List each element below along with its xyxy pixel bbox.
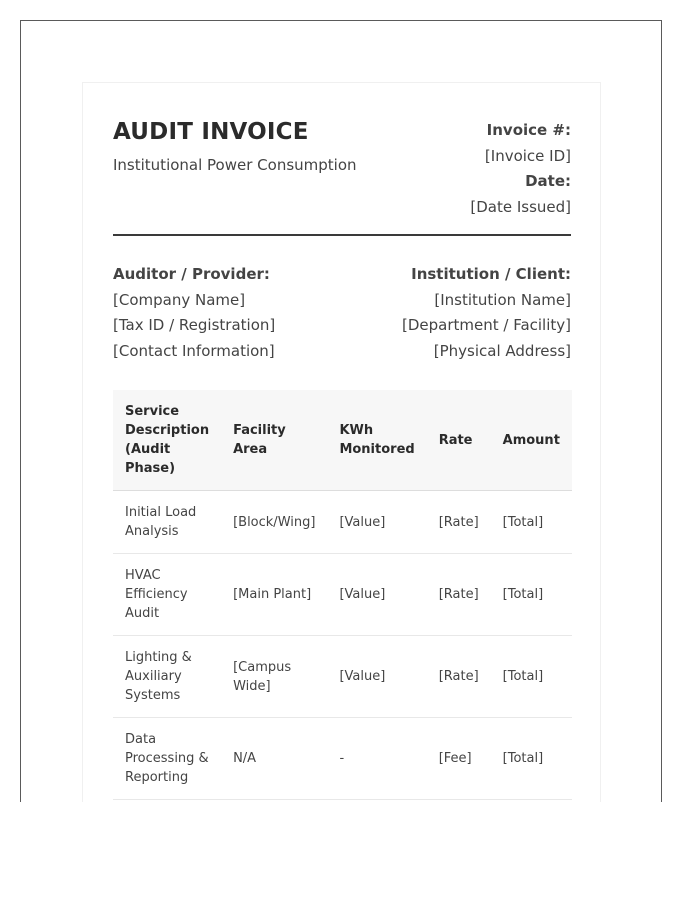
invoice-subtitle: Institutional Power Consumption <box>113 156 357 174</box>
client-department: [Department / Facility] <box>401 316 571 334</box>
cell-amount: [Total] <box>491 718 572 800</box>
client-address: [Physical Address] <box>433 341 571 360</box>
header-service-description: Service Description (Audit Phase) <box>113 390 221 491</box>
cell-service: Data Processing & Reporting <box>113 718 221 800</box>
table-header-row <box>113 390 572 491</box>
cell-amount: [Total] <box>491 554 572 636</box>
auditor-company: [Company Name] <box>113 290 246 309</box>
invoice-date-value: [Date Issued] <box>470 197 571 216</box>
invoice-number-label: Invoice #: <box>486 121 571 139</box>
header-facility-area: Facility Area <box>221 390 327 491</box>
auditor-block <box>113 262 275 364</box>
invoice-meta <box>470 118 571 220</box>
client-institution: [Institution Name] <box>434 290 571 309</box>
invoice-header <box>113 83 571 236</box>
auditor-label: Auditor / Provider: <box>113 265 270 283</box>
client-label: Institution / Client: <box>411 265 571 283</box>
invoice-card <box>82 82 601 802</box>
header-kwh-monitored: KWh Monitored <box>327 390 426 491</box>
invoice-date-label: Date: <box>525 172 571 190</box>
invoice-title: AUDIT INVOICE <box>113 119 309 145</box>
cell-rate: [Rate] <box>427 491 491 554</box>
cell-area: [Block/Wing] <box>221 491 327 554</box>
page-frame <box>20 20 662 802</box>
table-row <box>113 636 572 718</box>
auditor-tax-id: [Tax ID / Registration] <box>113 316 276 334</box>
cell-service: Initial Load Analysis <box>113 491 221 554</box>
invoice-number-value: [Invoice ID] <box>484 146 571 165</box>
table-row <box>113 718 572 800</box>
table-row <box>113 554 572 636</box>
cell-area: [Main Plant] <box>221 554 327 636</box>
auditor-contact: [Contact Information] <box>113 341 275 360</box>
cell-kwh: [Value] <box>327 491 426 554</box>
cell-rate: [Rate] <box>427 636 491 718</box>
client-block <box>402 262 571 364</box>
cell-amount: [Total] <box>491 491 572 554</box>
cell-kwh: - <box>327 718 426 800</box>
header-rate: Rate <box>427 390 491 491</box>
header-amount: Amount <box>491 390 572 491</box>
table-row <box>113 491 572 554</box>
cell-area: N/A <box>221 718 327 800</box>
cell-amount: [Total] <box>491 636 572 718</box>
services-table <box>113 390 572 800</box>
cell-area: [Campus Wide] <box>221 636 327 718</box>
cell-rate: [Rate] <box>427 554 491 636</box>
cell-service: HVAC Efficiency Audit <box>113 554 221 636</box>
cell-service: Lighting & Auxiliary Systems <box>113 636 221 718</box>
cell-kwh: [Value] <box>327 636 426 718</box>
invoice-content <box>113 83 571 800</box>
cell-rate: [Fee] <box>427 718 491 800</box>
parties-section <box>113 236 571 390</box>
cell-kwh: [Value] <box>327 554 426 636</box>
